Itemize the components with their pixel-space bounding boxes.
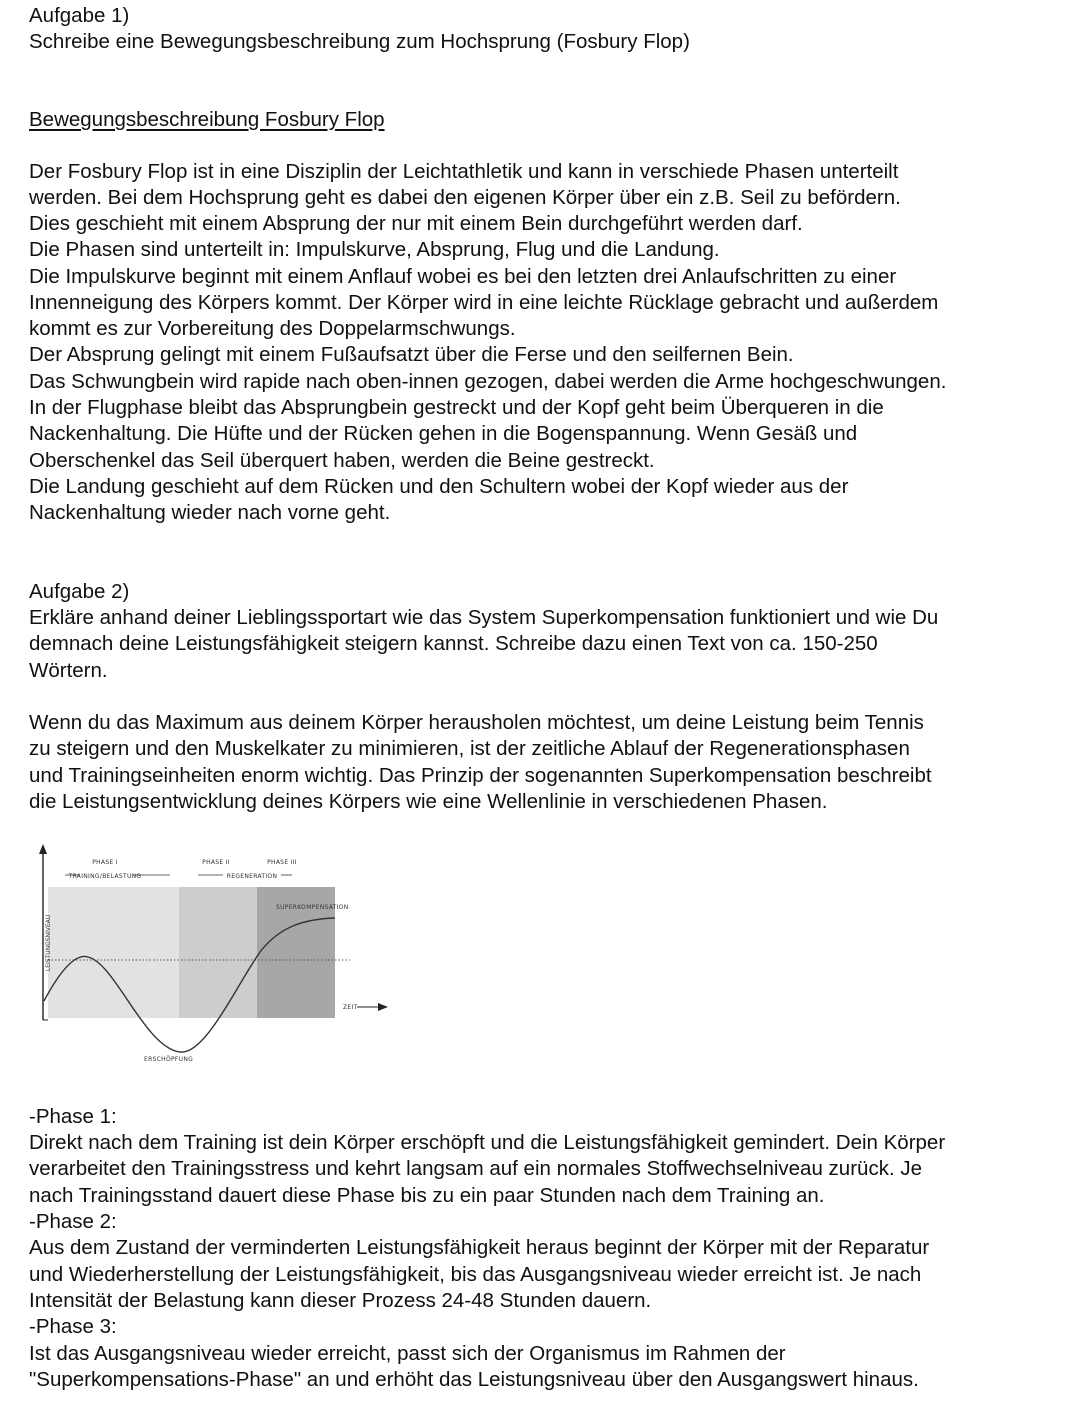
task1-line: Die Phasen sind unterteilt in: Impulskurve, Absprung, Flug und die Landung.: [29, 238, 720, 261]
phase2-label: PHASE II: [202, 859, 230, 866]
task1-prompt: Schreibe eine Bewegungsbeschreibung zum Hochsprung (Fosbury Flop): [29, 30, 690, 53]
task1-line: Nackenhaltung. Die Hüfte und der Rücken gehen in die Bogenspannung. Wenn Gesäß und: [29, 422, 858, 445]
task1-line: Dies geschieht mit einem Absprung der nur mit einem Bein durchgeführt werden darf.: [29, 212, 803, 235]
task1-line: Oberschenkel das Seil überquert haben, werden die Beine gestreckt.: [29, 449, 655, 472]
task1-line: Die Landung geschieht auf dem Rücken und den Schultern wobei der Kopf wieder aus der: [29, 475, 849, 498]
phase-line: -Phase 3:: [29, 1315, 117, 1338]
task1-line: Die Impulskurve beginnt mit einem Anflauf wobei es bei den letzten drei Anlaufschritten zu einer: [29, 265, 897, 288]
y-axis-arrow-icon: [39, 844, 47, 854]
task2-intro-line: Wenn du das Maximum aus deinem Körper herausholen möchtest, um deine Leistung beim Tennis: [29, 711, 924, 734]
task2-heading: Aufgabe 2): [29, 580, 130, 603]
phase-line: Ist das Ausgangsniveau wieder erreicht, passt sich der Organismus im Rahmen der: [29, 1342, 786, 1365]
task1-line: Das Schwungbein wird rapide nach oben-innen gezogen, dabei werden die Arme hochgeschwungen.: [29, 370, 947, 393]
task1-line: Innenneigung des Körpers kommt. Der Körper wird in eine leichte Rücklage gebracht und außerdem: [29, 291, 939, 314]
task1-line: kommt es zur Vorbereitung des Doppelarmschwungs.: [29, 317, 516, 340]
superkompensation-label: SUPERKOMPENSATION: [276, 904, 349, 911]
task2-intro-line: zu steigern und den Muskelkater zu minimieren, ist der zeitliche Ablauf der Regenerationsphasen: [29, 737, 910, 760]
phase-line: Aus dem Zustand der verminderten Leistungsfähigkeit heraus beginnt der Körper mit der Reparatur: [29, 1236, 930, 1259]
phase-line: Intensität der Belastung kann dieser Prozess 24-48 Stunden dauern.: [29, 1289, 652, 1312]
time-label: ZEIT: [343, 1004, 358, 1011]
phase3-label: PHASE III: [267, 859, 297, 866]
task2-prompt-line: Wörtern.: [29, 659, 108, 682]
phase-line: verarbeitet den Trainingsstress und kehrt langsam auf ein normales Stoffwechselniveau zurück. Je: [29, 1157, 922, 1180]
task1-line: werden. Bei dem Hochsprung geht es dabei den eigenen Körper über ein z.B. Seil zu befördern.: [29, 186, 901, 209]
y-axis-label: LEISTUNGSNIVEAU: [45, 914, 52, 972]
task2-intro-line: die Leistungsentwicklung deines Körpers wie eine Wellenlinie in verschiedenen Phasen.: [29, 790, 828, 813]
phase-line: -Phase 2:: [29, 1210, 117, 1233]
phase1-label: PHASE I: [92, 859, 118, 866]
task1-line: Nackenhaltung wieder nach vorne geht.: [29, 501, 391, 524]
phase1-band: [48, 887, 179, 1018]
phase-line: nach Trainingsstand dauert diese Phase bis zu ein paar Stunden nach dem Training an.: [29, 1184, 825, 1207]
task1-line: Der Absprung gelingt mit einem Fußaufsatzt über die Ferse und den seilfernen Bein.: [29, 343, 794, 366]
task2-intro-line: und Trainingseinheiten enorm wichtig. Das Prinzip der sogenannten Superkompensation beschreibt: [29, 764, 932, 787]
superkompensation-diagram: [30, 838, 400, 1068]
phase2-band: [179, 887, 257, 1018]
task1-line: Der Fosbury Flop ist in eine Disziplin der Leichtathletik und kann in verschiede Phasen unterteilt: [29, 160, 899, 183]
task1-line: In der Flugphase bleibt das Absprungbein gestreckt und der Kopf geht beim Überqueren in die: [29, 396, 884, 419]
task2-prompt-line: demnach deine Leistungsfähigkeit steigern kannst. Schreibe dazu einen Text von ca. 150-250: [29, 632, 878, 655]
phase2-name: REGENERATION: [226, 873, 278, 880]
task1-title: Bewegungsbeschreibung Fosbury Flop: [29, 108, 385, 131]
phase-line: Direkt nach dem Training ist dein Körper erschöpft und die Leistungsfähigkeit gemindert. Dein Körper: [29, 1131, 946, 1154]
phase-line: und Wiederherstellung der Leistungsfähigkeit, bis das Ausgangsniveau wieder erreicht ist. Je nach: [29, 1263, 922, 1286]
erschoepfung-label: ERSCHÖPFUNG: [144, 1056, 194, 1063]
time-arrow-icon: [378, 1003, 388, 1011]
phase1-name: TRAINING/BELASTUNG: [68, 873, 142, 880]
phase-line: "Superkompensations-Phase" an und erhöht das Leistungsniveau über den Ausgangswert hinaus.: [29, 1368, 919, 1391]
task1-heading: Aufgabe 1): [29, 4, 130, 27]
phase-line: -Phase 1:: [29, 1105, 117, 1128]
task2-prompt-line: Erkläre anhand deiner Lieblingssportart wie das System Superkompensation funktioniert und wie Du: [29, 606, 939, 629]
